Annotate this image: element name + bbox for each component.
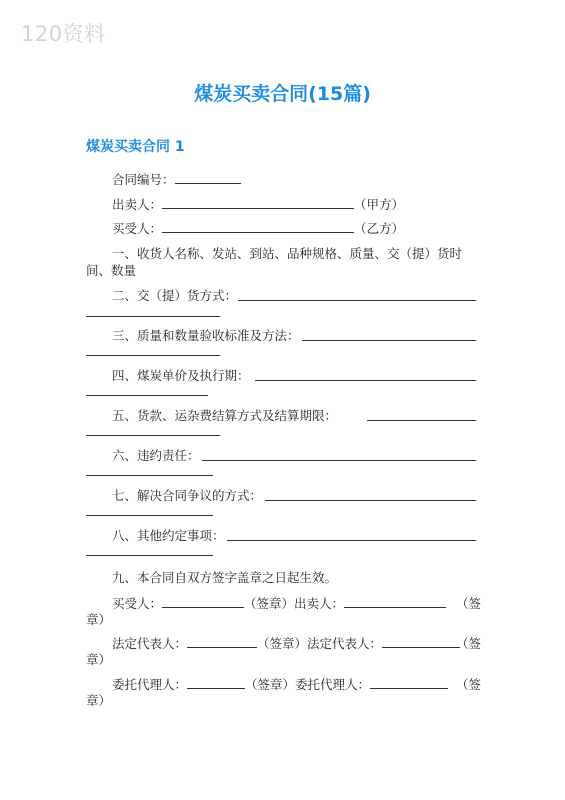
clause-2-blank-continued[interactable] [86, 316, 220, 317]
clause-3-blank[interactable] [302, 340, 476, 341]
contract-number-label: 合同编号： [112, 172, 175, 187]
clause-3-blank-continued[interactable] [86, 355, 220, 356]
clause-9: 九、本合同自双方签字盖章之日起生效。 [112, 570, 338, 585]
signature-row-parties [112, 596, 446, 612]
clause-7: 七、解决合同争议的方式： [112, 488, 263, 503]
sig-seller-seal-open: （签 [456, 596, 482, 611]
clause-4-blank[interactable] [255, 380, 476, 381]
watermark: 120资料 [21, 22, 106, 46]
sig-legal-rep-b-seal-close: 章） [86, 652, 112, 667]
sig-agent-b-seal-open: （签 [456, 677, 482, 692]
sig-seller-blank[interactable] [344, 596, 446, 608]
clause-3: 三、质量和数量验收标准及方法： [112, 328, 300, 343]
document-title: 煤炭买卖合同(15篇) [194, 83, 371, 105]
sig-legal-rep-b-label: 法定代表人： [307, 636, 383, 651]
section-title: 煤炭买卖合同 1 [86, 139, 185, 155]
clause-1-line-1: 一、收货人名称、发站、到站、品种规格、质量、交（提）货时 [112, 246, 463, 261]
sig-buyer-seal: （签章） [244, 596, 295, 611]
sig-agent-a-label: 委托代理人： [112, 677, 188, 692]
sig-legal-rep-a-blank[interactable] [187, 636, 257, 648]
sig-buyer-blank[interactable] [162, 596, 244, 608]
signature-row-legal-reps [112, 636, 460, 652]
buyer-role: （乙方） [354, 221, 405, 236]
clause-1-line-2: 间、数量 [86, 263, 137, 278]
sig-agent-b-blank[interactable] [370, 677, 448, 689]
signature-row-agents [112, 677, 448, 693]
sig-legal-rep-a-seal: （签章） [257, 636, 308, 651]
contract-number-blank[interactable] [175, 172, 241, 184]
sig-seller-seal-close: 章） [86, 612, 112, 627]
sig-legal-rep-b-blank[interactable] [382, 636, 460, 648]
clause-5: 五、货款、运杂费结算方式及结算期限： [112, 408, 338, 423]
sig-agent-a-blank[interactable] [187, 677, 245, 689]
clause-8: 八、其他约定事项： [112, 528, 225, 543]
sig-agent-b-seal-close: 章） [86, 693, 112, 708]
buyer-blank[interactable] [162, 221, 354, 233]
buyer-label: 买受人： [112, 221, 163, 236]
sig-agent-b-label: 委托代理人： [295, 677, 371, 692]
clause-8-blank-continued[interactable] [86, 555, 213, 556]
clause-6-blank-continued[interactable] [86, 475, 213, 476]
seller-role: （甲方） [354, 197, 405, 212]
seller-label: 出卖人： [112, 197, 163, 212]
clause-5-blank-continued[interactable] [86, 435, 220, 436]
sig-agent-a-seal: （签章） [245, 677, 296, 692]
clause-7-blank-continued[interactable] [86, 515, 213, 516]
clause-4-blank-continued[interactable] [86, 395, 208, 396]
sig-seller-label: 出卖人： [294, 596, 345, 611]
clause-4: 四、煤炭单价及执行期： [112, 368, 250, 383]
seller-blank[interactable] [162, 197, 354, 209]
contract-number-row [112, 172, 241, 188]
clause-8-blank[interactable] [227, 540, 476, 541]
clause-2-blank[interactable] [238, 300, 476, 301]
sig-legal-rep-b-seal-open: （签 [456, 636, 482, 651]
clause-2: 二、交（提）货方式： [112, 288, 238, 303]
clause-6-blank[interactable] [202, 460, 476, 461]
clause-6: 六、违约责任： [112, 448, 200, 463]
seller-row [112, 197, 404, 213]
clause-5-blank[interactable] [367, 420, 476, 421]
buyer-row [112, 221, 404, 237]
sig-buyer-label: 买受人： [112, 596, 163, 611]
clause-7-blank[interactable] [265, 500, 476, 501]
sig-legal-rep-a-label: 法定代表人： [112, 636, 188, 651]
